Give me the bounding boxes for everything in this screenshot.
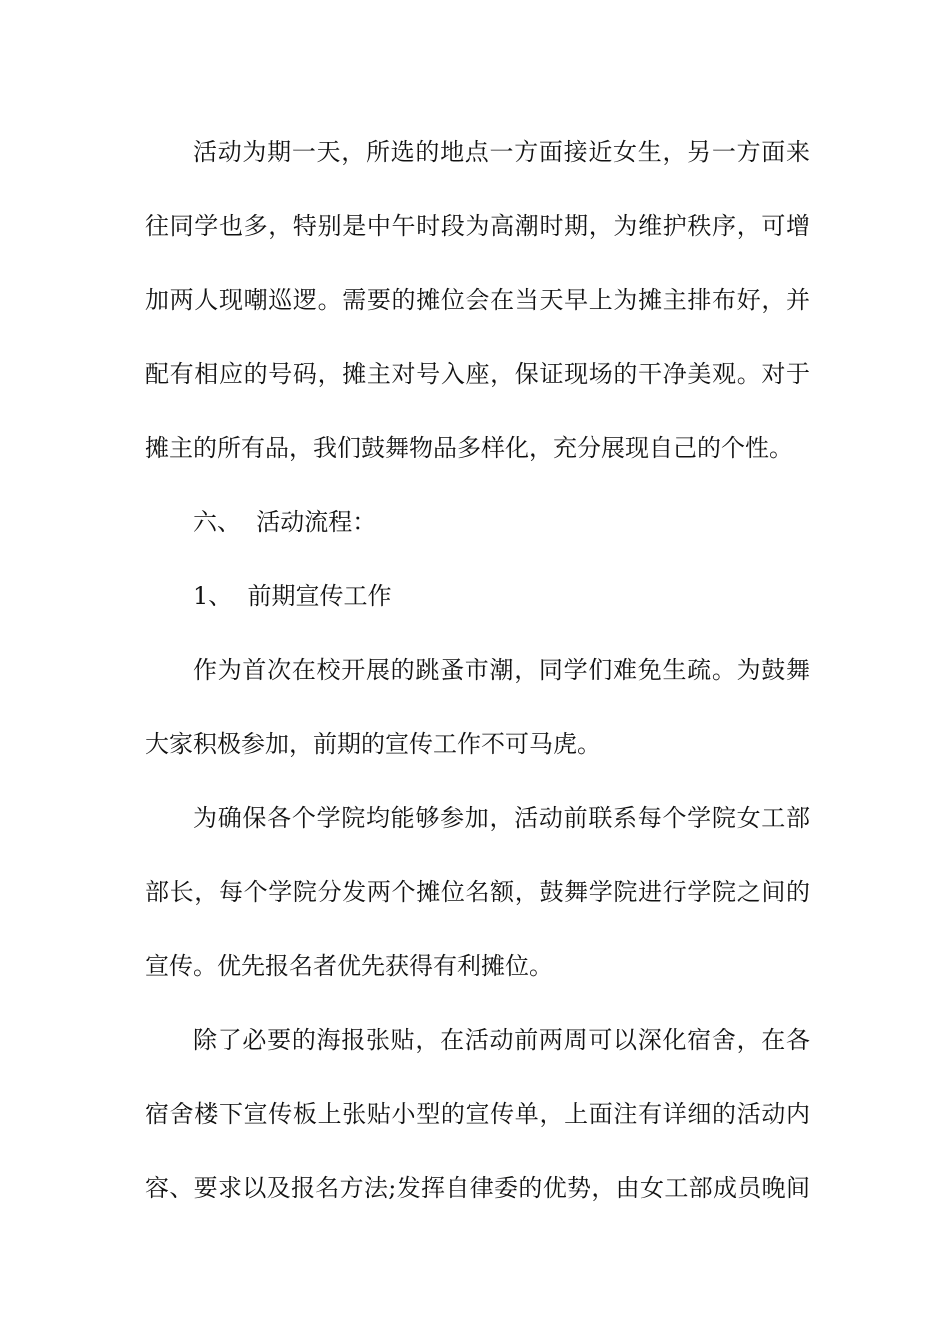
paragraph-line-9: 大家积极参加，前期的宣传工作不可马虎。 [145,730,601,758]
section-heading: 六、 活动流程： [193,508,377,536]
paragraph-line-5: 摊主的所有品，我们鼓舞物品多样化，充分展现自己的个性。 [145,434,793,462]
paragraph-line-10: 为确保各个学院均能够参加，活动前联系每个学院女工部 [193,804,810,832]
paragraph-line-11: 部长，每个学院分发两个摊位名额，鼓舞学院进行学院之间的 [145,878,810,906]
paragraph-line-2: 往同学也多，特别是中午时段为高潮时期，为维护秩序，可增 [145,212,810,240]
subsection-heading: 1、 前期宣传工作 [193,582,392,610]
paragraph-line-14: 宿舍楼下宣传板上张贴小型的宣传单，上面注有详细的活动内 [145,1100,810,1128]
paragraph-line-3: 加两人现嘲巡逻。需要的摊位会在当天早上为摊主排布好，并 [145,286,810,314]
paragraph-line-8: 作为首次在校开展的跳蚤市潮，同学们难免生疏。为鼓舞 [193,656,810,684]
paragraph-line-4: 配有相应的号码，摊主对号入座，保证现场的干净美观。对于 [145,360,810,388]
paragraph-line-13: 除了必要的海报张贴，在活动前两周可以深化宿舍，在各 [193,1026,810,1054]
paragraph-line-12: 宣传。优先报名者优先获得有利摊位。 [145,952,553,980]
paragraph-line-1: 活动为期一天，所选的地点一方面接近女生，另一方面来 [193,138,810,166]
paragraph-line-15: 容、要求以及报名方法;发挥自律委的优势，由女工部成员晚间 [145,1174,810,1202]
